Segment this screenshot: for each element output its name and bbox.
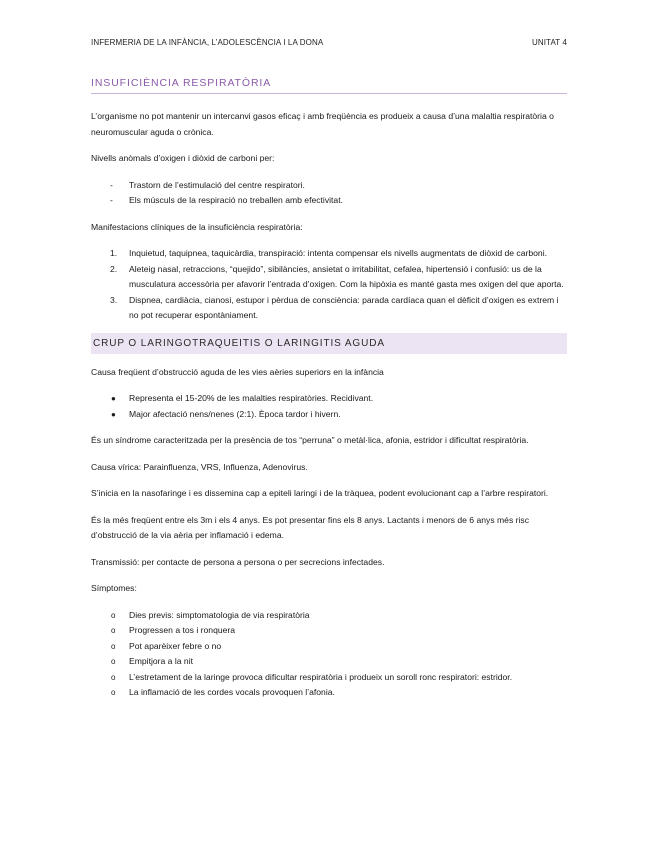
list-item: ● Representa el 15-20% de les malalties respiratòries. Recidivant. — [111, 393, 374, 403]
list-item: o La inflamació de les cordes vocals provoquen l’afonia. — [111, 687, 335, 697]
cause-bullets — [91, 391, 567, 422]
section-heading-respiratory-failure: INSUFICIÈNCIA RESPIRATÒRIA — [91, 77, 567, 94]
list-item: 2. Aleteig nasal, retraccions, “quejido”, sibilàncies, ansietat o irritabilitat, cefalea, hipertensió i confusió: us de la musculatura accessòria per afavorir l’entrada d’oxigen. Com la hipòxia es manté gasta mes oxigen del que aporta. — [110, 263, 564, 289]
age-paragraph: És la més freqüent entre els 3m i els 4 anys. Es pot presentar fins els 8 anys. Lactants i menors de 6 anys més risc d’obstrucció de la via aèria per inflamació i edema. — [91, 514, 530, 540]
viral-cause-paragraph: Causa vírica: Parainfluenza, VRS, Influenza, Adenovirus. — [91, 461, 308, 472]
list-item: o Pot aparèixer febre o no — [111, 640, 222, 651]
symptoms-list — [91, 608, 567, 701]
list-item: ● Major afectació nens/nenes (2:1). Època tardor i hivern. — [111, 408, 341, 419]
levels-title: Nivells anòmals d’oxigen i diòxid de carboni per: — [91, 153, 275, 163]
manifestations-list — [91, 246, 567, 324]
document-page — [91, 38, 567, 701]
list-item: - Trastorn de l’estimulació del centre respiratori. — [110, 179, 305, 190]
syndrome-paragraph: És un síndrome caracteritzada per la presència de tos “perruna” o metàl·lica, afonia, estridor i dificultat respiratòria. — [91, 435, 529, 445]
intro-paragraph: L’organisme no pot mantenir un intercanvi gasos eficaç i amb freqüència es produeix a causa d’una malaltia respiratòria o neuromuscular aguda o crònica. — [91, 111, 554, 137]
section-heading-croup: CRUP O LARINGOTRAQUEITIS O LARINGITIS AGUDA — [91, 333, 567, 354]
manifestations-title: Manifestacions clíniques de la insuficiència respiratòria: — [91, 221, 303, 232]
cause-paragraph: Causa freqüent d’obstrucció aguda de les vies aèries superiors en la infància — [91, 366, 384, 377]
list-item: o Progressen a tos i ronquera — [111, 625, 236, 635]
list-item: - Els músculs de la respiració no treballen amb efectivitat. — [110, 195, 343, 205]
page-header — [91, 38, 567, 47]
list-item: 3. Dispnea, cardiàcia, cianosi, estupor i pèrdua de consciència: parada cardíaca quan el dèficit d’oxigen es extrem i no pot recuperar espontàniament. — [110, 294, 559, 320]
header-title: INFERMERIA DE LA INFÀNCIA, L’ADOLESCÈNCIA I LA DONA — [91, 38, 324, 47]
list-item: o Empitjora a la nit — [111, 656, 194, 666]
list-item: o Dies previs: simptomatologia de via respiratòria — [111, 609, 310, 620]
onset-paragraph: S’inicia en la nasofaringe i es dissemina cap a epiteli laringi i de la tràquea, podent evolucionant cap a l’arbre respiratori. — [91, 488, 549, 498]
list-item: o L’estretament de la laringe provoca dificultar respiratòria i produeix un soroll ronc respiratori: estridor. — [111, 671, 513, 682]
header-unit: UNITAT 4 — [531, 38, 567, 47]
symptoms-title: Símptomes: — [91, 583, 137, 593]
levels-list — [91, 178, 567, 209]
transmission-paragraph: Transmissió: per contacte de persona a persona o per secrecions infectades. — [91, 556, 385, 567]
list-item: 1. Inquietud, taquipnea, taquicàrdia, transpiració: intenta compensar els nivells augmentats de diòxid de carboni. — [110, 248, 548, 258]
